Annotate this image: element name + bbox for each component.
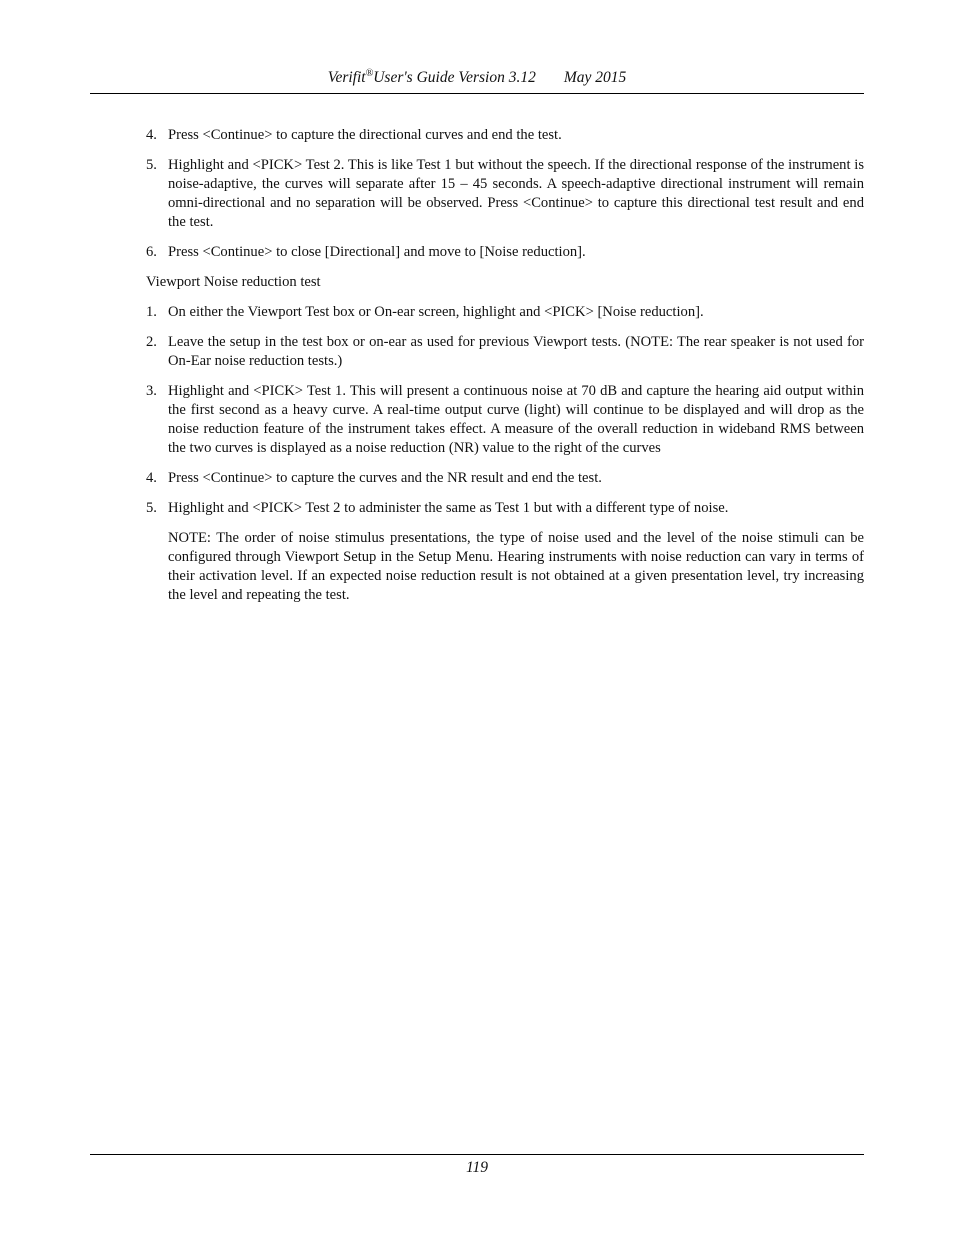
header-guide-title: User's Guide Version 3.12 <box>373 69 536 86</box>
page-header <box>90 68 864 88</box>
list-item <box>146 333 864 371</box>
list-item-number: 6. <box>146 244 157 260</box>
list-item-text: Highlight and <PICK> Test 1. This will present a continuous noise at 70 dB and capture the hearing aid output within the first second as a heavy curve. A real-time output curve (light) will continue to be displayed and will drop as the noise reduction feature of the instrument takes effect. A measure of the overall reduction in wideband RMS between the two curves is displayed as a noise reduction (NR) value to the right of the curves <box>168 383 864 456</box>
list-item-number: 3. <box>146 383 157 399</box>
section-heading: Viewport Noise reduction test <box>146 274 321 290</box>
list-item-number: 1. <box>146 304 157 320</box>
list-item <box>146 156 864 232</box>
list-item-number: 5. <box>146 157 157 173</box>
list-item-number: 4. <box>146 470 157 486</box>
noise-reduction-steps-list <box>146 303 864 518</box>
header-product: Verifit <box>327 69 366 86</box>
list-item-text: Press <Continue> to close [Directional] and move to [Noise reduction]. <box>168 244 586 260</box>
list-item-text: Highlight and <PICK> Test 2 to administer the same as Test 1 but with a different type of noise. <box>168 500 729 516</box>
list-item-text: Press <Continue> to capture the curves and the NR result and end the test. <box>168 470 602 486</box>
list-item <box>146 303 864 322</box>
list-item-number: 5. <box>146 500 157 516</box>
list-item <box>146 469 864 488</box>
page-number: 119 <box>465 1159 489 1176</box>
list-item <box>146 126 864 145</box>
note-paragraph: NOTE: The order of noise stimulus presentations, the type of noise used and the level of the noise stimuli can be configured through Viewport Setup in the Setup Menu. Hearing instruments with noise reduction can vary in terms of their activation level. If an expected noise reduction result is not obtained at a given presentation level, try increasing the level and repeating the test. <box>168 530 864 603</box>
header-date: May 2015 <box>563 69 627 86</box>
page-body <box>146 126 864 605</box>
list-item <box>146 499 864 518</box>
header-rule <box>90 93 864 94</box>
footer-rule <box>90 1154 864 1155</box>
list-item-text: Highlight and <PICK> Test 2. This is like Test 1 but without the speech. If the directional response of the instrument is noise-adaptive, the curves will separate after 15 – 45 seconds. A speech-adaptive directional instrument will remain omni-directional and no separation will be observed. Press <Continue> to capture this directional test result and end the test. <box>168 157 864 230</box>
list-item-number: 4. <box>146 127 157 143</box>
list-item-text: Leave the setup in the test box or on-ear as used for previous Viewport tests. (NOTE: The rear speaker is not used for On-Ear noise reduction tests.) <box>168 334 864 369</box>
list-item <box>146 382 864 458</box>
directional-steps-list <box>146 126 864 262</box>
list-item <box>146 243 864 262</box>
registered-mark: ® <box>365 68 374 79</box>
list-item-number: 2. <box>146 334 157 350</box>
list-item-text: Press <Continue> to capture the directional curves and end the test. <box>168 127 562 143</box>
list-item-text: On either the Viewport Test box or On-ear screen, highlight and <PICK> [Noise reduction]. <box>168 304 704 320</box>
